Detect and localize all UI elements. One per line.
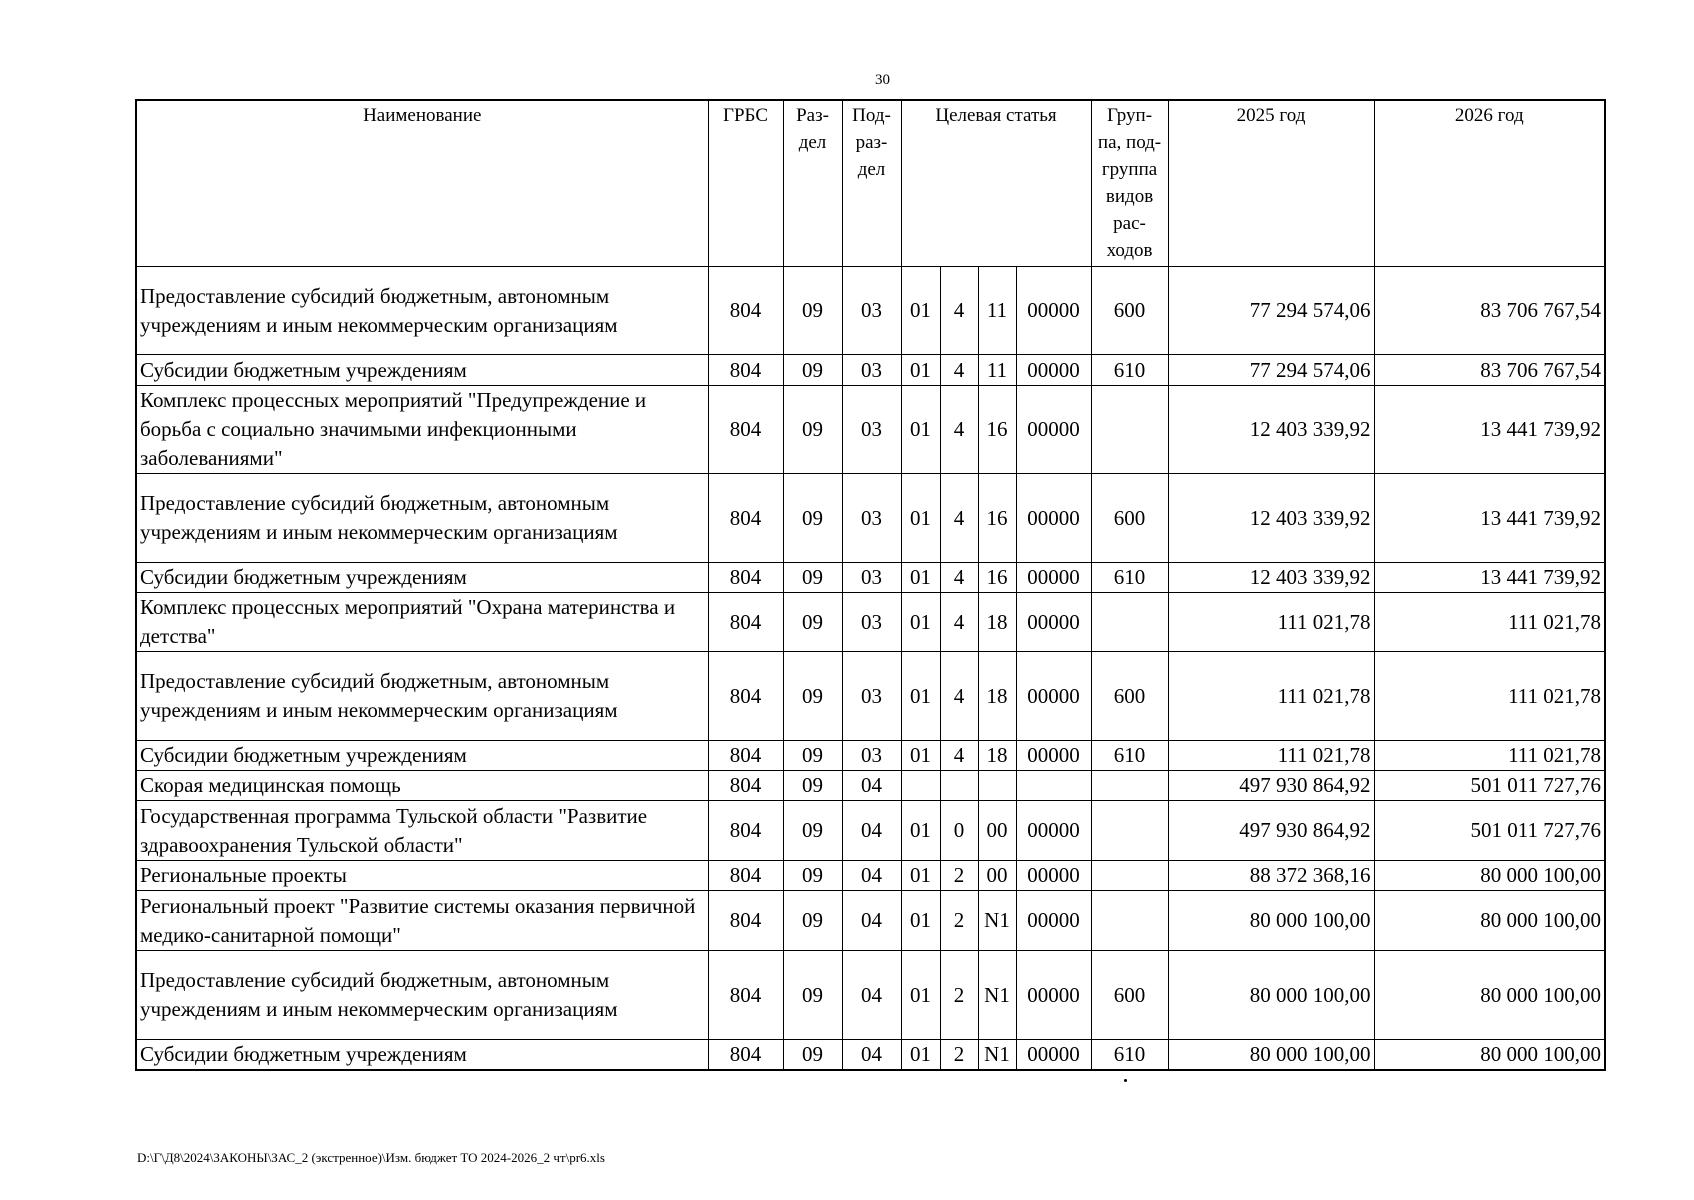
header-2025: 2025 год [1168,100,1374,267]
cell-2025: 88 372 368,16 [1168,861,1374,891]
cell-target-type: 2 [940,891,978,951]
cell-razdel: 09 [783,563,842,593]
cell-2026: 13 441 739,92 [1374,386,1605,474]
cell-target-program: 01 [901,1040,940,1071]
cell-podrazdel: 03 [842,355,901,386]
cell-podrazdel: 03 [842,474,901,563]
page-number: 30 [875,72,890,88]
cell-2026: 111 021,78 [1374,741,1605,771]
cell-razdel: 09 [783,951,842,1040]
cell-razdel: 09 [783,801,842,861]
header-grbs: ГРБС [708,100,783,267]
cell-target-direction: 00000 [1016,1040,1091,1071]
table-body [136,267,1605,1071]
cell-target-type: 4 [940,474,978,563]
cell-target-type: 4 [940,267,978,355]
cell-target-direction: 00000 [1016,801,1091,861]
cell-target-direction: 00000 [1016,861,1091,891]
cell-name: Региональные проекты [136,861,708,891]
cell-podrazdel: 04 [842,951,901,1040]
cell-2025: 12 403 339,92 [1168,563,1374,593]
cell-2025: 111 021,78 [1168,593,1374,652]
cell-name: Предоставление субсидий бюджетным, автономным учреждениям и иным некоммерческим организациям [136,474,708,563]
cell-podrazdel: 03 [842,386,901,474]
cell-podrazdel: 04 [842,861,901,891]
cell-expense-group [1091,771,1168,801]
cell-expense-group: 610 [1091,741,1168,771]
cell-2026: 501 011 727,76 [1374,771,1605,801]
cell-target-program: 01 [901,563,940,593]
cell-razdel: 09 [783,861,842,891]
table-row [136,891,1605,951]
cell-expense-group: 600 [1091,267,1168,355]
cell-target-event: 18 [978,741,1016,771]
cell-2026: 83 706 767,54 [1374,355,1605,386]
cell-podrazdel: 04 [842,1040,901,1071]
cell-2026: 13 441 739,92 [1374,474,1605,563]
table-row [136,951,1605,1040]
cell-2026: 501 011 727,76 [1374,801,1605,861]
header-2026: 2026 год [1374,100,1605,267]
table-row [136,593,1605,652]
stray-dot [1124,1079,1127,1082]
table-header-row [136,100,1605,267]
cell-name: Скорая медицинская помощь [136,771,708,801]
table-row [136,801,1605,861]
cell-name: Предоставление субсидий бюджетным, автономным учреждениям и иным некоммерческим организациям [136,652,708,741]
cell-2025: 12 403 339,92 [1168,474,1374,563]
cell-target-event: 16 [978,474,1016,563]
cell-target-event [978,771,1016,801]
cell-target-program: 01 [901,386,940,474]
cell-target-program: 01 [901,652,940,741]
cell-2026: 80 000 100,00 [1374,861,1605,891]
table-row [136,563,1605,593]
cell-podrazdel: 03 [842,563,901,593]
cell-2025: 111 021,78 [1168,652,1374,741]
cell-razdel: 09 [783,267,842,355]
cell-grbs: 804 [708,771,783,801]
cell-grbs: 804 [708,355,783,386]
cell-razdel: 09 [783,771,842,801]
cell-target-direction: 00000 [1016,563,1091,593]
header-name: Наименование [136,100,708,267]
cell-2026: 80 000 100,00 [1374,1040,1605,1071]
cell-name: Предоставление субсидий бюджетным, автономным учреждениям и иным некоммерческим организациям [136,267,708,355]
cell-target-type: 4 [940,652,978,741]
cell-target-program: 01 [901,741,940,771]
cell-grbs: 804 [708,593,783,652]
cell-target-direction: 00000 [1016,951,1091,1040]
cell-razdel: 09 [783,891,842,951]
cell-razdel: 09 [783,355,842,386]
header-razdel: Раз- дел [783,100,842,267]
cell-target-program: 01 [901,355,940,386]
header-target: Целевая статья [901,100,1091,267]
cell-grbs: 804 [708,891,783,951]
cell-expense-group [1091,801,1168,861]
cell-2026: 83 706 767,54 [1374,267,1605,355]
cell-grbs: 804 [708,386,783,474]
cell-2025: 77 294 574,06 [1168,355,1374,386]
table-row [136,267,1605,355]
cell-2025: 12 403 339,92 [1168,386,1374,474]
cell-target-event: 11 [978,355,1016,386]
cell-grbs: 804 [708,474,783,563]
cell-2025: 77 294 574,06 [1168,267,1374,355]
cell-podrazdel: 04 [842,771,901,801]
cell-target-direction: 00000 [1016,891,1091,951]
cell-2025: 80 000 100,00 [1168,1040,1374,1071]
cell-grbs: 804 [708,267,783,355]
cell-target-type: 4 [940,355,978,386]
cell-podrazdel: 04 [842,801,901,861]
header-group: Груп- па, под- группа видов рас- ходов [1091,100,1168,267]
table-row [136,1040,1605,1071]
header-podrazdel: Под- раз- дел [842,100,901,267]
cell-grbs: 804 [708,801,783,861]
cell-target-direction: 00000 [1016,652,1091,741]
cell-target-event: 00 [978,801,1016,861]
cell-target-event: N1 [978,1040,1016,1071]
cell-target-program: 01 [901,861,940,891]
cell-grbs: 804 [708,861,783,891]
cell-expense-group [1091,593,1168,652]
cell-2025: 497 930 864,92 [1168,801,1374,861]
cell-razdel: 09 [783,652,842,741]
cell-grbs: 804 [708,741,783,771]
cell-target-direction: 00000 [1016,741,1091,771]
cell-podrazdel: 04 [842,891,901,951]
cell-name: Предоставление субсидий бюджетным, автономным учреждениям и иным некоммерческим организациям [136,951,708,1040]
cell-target-program: 01 [901,891,940,951]
cell-2025: 80 000 100,00 [1168,951,1374,1040]
cell-expense-group [1091,891,1168,951]
cell-target-type: 4 [940,593,978,652]
cell-2025: 497 930 864,92 [1168,771,1374,801]
cell-expense-group: 610 [1091,355,1168,386]
cell-target-event: 18 [978,652,1016,741]
cell-target-event: 11 [978,267,1016,355]
cell-target-type: 4 [940,563,978,593]
cell-2025: 80 000 100,00 [1168,891,1374,951]
cell-razdel: 09 [783,741,842,771]
cell-target-event: 00 [978,861,1016,891]
cell-target-direction [1016,771,1091,801]
cell-razdel: 09 [783,386,842,474]
cell-expense-group: 600 [1091,652,1168,741]
budget-table [135,99,1606,1071]
cell-target-type: 4 [940,386,978,474]
cell-target-event: 16 [978,563,1016,593]
cell-grbs: 804 [708,652,783,741]
cell-2025: 111 021,78 [1168,741,1374,771]
cell-expense-group: 610 [1091,1040,1168,1071]
cell-name: Субсидии бюджетным учреждениям [136,741,708,771]
cell-2026: 111 021,78 [1374,652,1605,741]
cell-grbs: 804 [708,1040,783,1071]
cell-expense-group [1091,861,1168,891]
cell-target-program [901,771,940,801]
footer-file-path: D:\Г\Д8\2024\ЗАКОНЫ\ЗАС_2 (экстренное)\Изм. бюджет ТО 2024-2026_2 чт\pr6.xls [137,1150,605,1165]
cell-target-event: N1 [978,951,1016,1040]
cell-target-type: 4 [940,741,978,771]
cell-razdel: 09 [783,593,842,652]
cell-target-type: 2 [940,1040,978,1071]
cell-target-direction: 00000 [1016,474,1091,563]
cell-2026: 80 000 100,00 [1374,891,1605,951]
cell-name: Субсидии бюджетным учреждениям [136,563,708,593]
cell-name: Субсидии бюджетным учреждениям [136,355,708,386]
cell-grbs: 804 [708,951,783,1040]
cell-target-program: 01 [901,267,940,355]
cell-2026: 13 441 739,92 [1374,563,1605,593]
cell-name: Региональный проект "Развитие системы оказания первичной медико-санитарной помощи" [136,891,708,951]
cell-razdel: 09 [783,474,842,563]
cell-2026: 111 021,78 [1374,593,1605,652]
cell-target-type: 2 [940,951,978,1040]
table-row [136,386,1605,474]
cell-name: Комплекс процессных мероприятий "Предупреждение и борьба с социально значимыми инфекционными заболеваниями" [136,386,708,474]
cell-target-type: 2 [940,861,978,891]
cell-target-program: 01 [901,801,940,861]
cell-expense-group: 600 [1091,951,1168,1040]
cell-name: Субсидии бюджетным учреждениям [136,1040,708,1071]
cell-podrazdel: 03 [842,267,901,355]
cell-target-program: 01 [901,474,940,563]
table-row [136,741,1605,771]
cell-target-type: 0 [940,801,978,861]
cell-target-program: 01 [901,593,940,652]
cell-podrazdel: 03 [842,593,901,652]
cell-target-direction: 00000 [1016,355,1091,386]
cell-target-program: 01 [901,951,940,1040]
table-row [136,861,1605,891]
cell-target-direction: 00000 [1016,593,1091,652]
cell-grbs: 804 [708,563,783,593]
cell-target-event: N1 [978,891,1016,951]
cell-podrazdel: 03 [842,652,901,741]
cell-expense-group: 610 [1091,563,1168,593]
cell-expense-group: 600 [1091,474,1168,563]
table-row [136,474,1605,563]
cell-expense-group [1091,386,1168,474]
cell-target-direction: 00000 [1016,386,1091,474]
cell-podrazdel: 03 [842,741,901,771]
cell-target-type [940,771,978,801]
table-row [136,771,1605,801]
cell-name: Государственная программа Тульской области "Развитие здравоохранения Тульской области" [136,801,708,861]
cell-target-event: 18 [978,593,1016,652]
cell-razdel: 09 [783,1040,842,1071]
cell-name: Комплекс процессных мероприятий "Охрана материнства и детства" [136,593,708,652]
table-row [136,355,1605,386]
cell-2026: 80 000 100,00 [1374,951,1605,1040]
table-row [136,652,1605,741]
cell-target-event: 16 [978,386,1016,474]
cell-target-direction: 00000 [1016,267,1091,355]
